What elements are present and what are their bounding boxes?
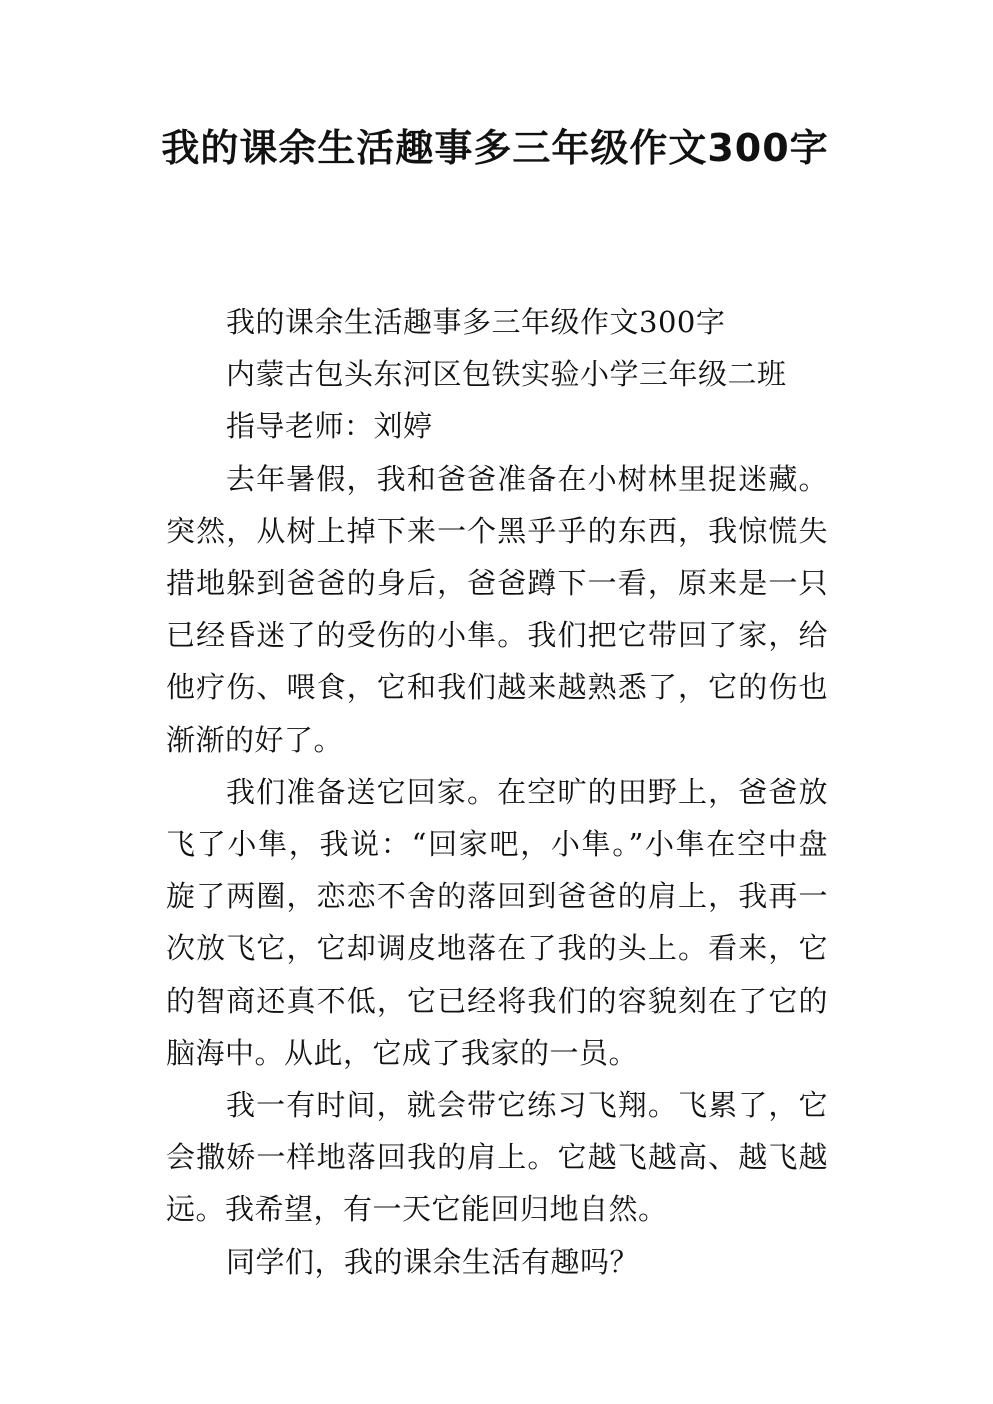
document-title: 我的课余生活趣事多三年级作文300字 <box>161 126 829 170</box>
paragraph: 去年暑假，我和爸爸准备在小树林里捉迷藏。突然，从树上掉下来一个黑乎乎的东西，我惊慌失措地躲到爸爸的身后，爸爸蹲下一看，原来是一只已经昏迷了的受伤的小隼。我们把它带回了家，给他疗伤、喂食，它和我们越来越熟悉了，它的伤也渐渐的好了。 <box>166 461 828 757</box>
paragraph: 同学们，我的课余生活有趣吗？ <box>226 1244 640 1279</box>
teacher-line: 指导老师：刘婷 <box>226 409 433 444</box>
document-body <box>166 296 828 1288</box>
school-line: 内蒙古包头东河区包铁实验小学三年级二班 <box>226 357 787 392</box>
paragraph: 我们准备送它回家。在空旷的田野上，爸爸放飞了小隼，我说：“回家吧，小隼。”小隼在空中盘旋了两圈，恋恋不舍的落回到爸爸的肩上，我再一次放飞它，它却调皮地落在了我的头上。看来，它的智商还真不低，它已经将我们的容貌刻在了它的脑海中。从此，它成了我家的一员。 <box>166 774 828 1070</box>
subtitle-line: 我的课余生活趣事多三年级作文300字 <box>226 305 726 339</box>
paragraph: 我一有时间，就会带它练习飞翔。飞累了，它会撒娇一样地落回我的肩上。它越飞越高、越飞越远。我希望，有一天它能回归地自然。 <box>166 1088 828 1227</box>
